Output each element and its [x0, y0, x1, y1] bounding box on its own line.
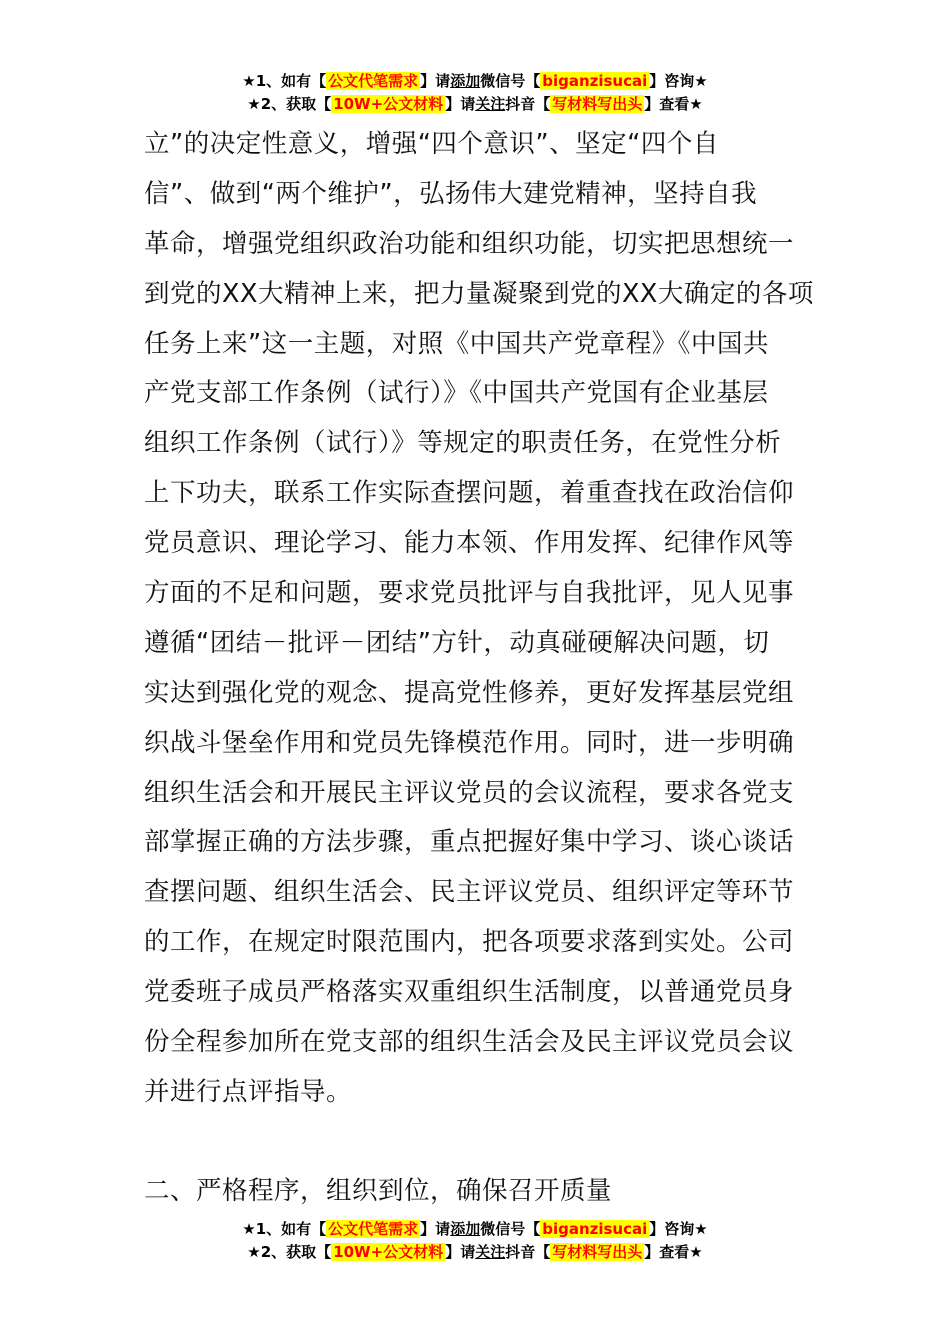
promo-text: 】查看★	[644, 95, 703, 113]
star-icon: ★	[247, 1243, 261, 1261]
promo-text: 】请	[445, 1243, 476, 1261]
promo-text: 】请	[445, 95, 476, 113]
promo-text: 2、获取【	[260, 1243, 332, 1261]
promo-highlight-wechat: biganzisucai	[542, 1220, 648, 1238]
promo-highlight-douyin: 写材料写出头	[552, 1243, 643, 1261]
promo-text: 】请	[420, 1220, 451, 1238]
paragraph-line: 革命，增强党组织政治功能和组织功能，切实把思想统一	[144, 228, 795, 259]
paragraph-line: 上下功夫，联系工作实际查摆问题，着重查找在政治信仰	[144, 478, 795, 509]
promo-underline: 关注	[475, 95, 506, 113]
promo-underline: 添加	[450, 1220, 481, 1238]
paragraph-line: 织战斗堡垒作用和党员先锋模范作用。同时，进一步明确	[144, 727, 795, 758]
promo-line-1	[0, 70, 950, 93]
paragraph-line: 立”的决定性意义，增强“四个意识”、坚定“四个自	[144, 129, 719, 159]
promo-line-2	[0, 1241, 950, 1264]
promo-text: 1、如有【	[255, 1220, 327, 1238]
promo-line-1	[0, 1218, 950, 1241]
paragraph-line: 党员意识、理论学习、能力本领、作用发挥、纪律作风等	[144, 528, 795, 559]
star-icon: ★	[242, 1220, 256, 1238]
promo-text: 抖音【	[505, 1243, 551, 1261]
section-heading: 二、严格程序，组织到位，确保召开质量	[144, 1176, 613, 1206]
promo-highlight: 10W+公文材料	[333, 1243, 444, 1261]
paragraph-line: 组织生活会和开展民主评议党员的会议流程，要求各党支	[144, 777, 795, 808]
promo-text: 2、获取【	[260, 95, 332, 113]
promo-banner-bottom	[0, 1218, 950, 1264]
paragraph-line: 的工作，在规定时限范围内，把各项要求落到实处。公司	[144, 927, 795, 958]
paragraph-line: 查摆问题、组织生活会、民主评议党员、组织评定等环节	[144, 877, 795, 908]
promo-highlight: 公文代笔需求	[328, 1220, 419, 1238]
paragraph-line: 方面的不足和问题，要求党员批评与自我批评，见人见事	[144, 578, 795, 609]
star-icon: ★	[242, 72, 256, 90]
promo-highlight-wechat: biganzisucai	[542, 72, 648, 90]
paragraph-line: 组织工作条例（试行）》等规定的职责任务，在党性分析	[144, 428, 782, 459]
paragraph-line: 份全程参加所在党支部的组织生活会及民主评议党员会议	[144, 1027, 795, 1058]
paragraph-line: 信”、做到“两个维护”，弘扬伟大建党精神，坚持自我	[144, 178, 758, 209]
paragraph-line: 产党支部工作条例（试行）》《中国共产党国有企业基层	[144, 378, 769, 409]
promo-highlight: 公文代笔需求	[328, 72, 419, 90]
promo-banner-top	[0, 70, 950, 116]
promo-text: 】请	[420, 72, 451, 90]
paragraph-line: 任务上来”这一主题，对照《中国共产党章程》《中国共	[144, 328, 769, 359]
paragraph-line: 实达到强化党的观念、提高党性修养，更好发挥基层党组	[144, 677, 795, 708]
promo-text: 抖音【	[505, 95, 551, 113]
promo-text: 】查看★	[644, 1243, 703, 1261]
promo-text: 1、如有【	[255, 72, 327, 90]
star-icon: ★	[247, 95, 261, 113]
promo-highlight-douyin: 写材料写出头	[552, 95, 643, 113]
paragraph-line: 部掌握正确的方法步骤，重点把握好集中学习、谈心谈话	[144, 827, 795, 858]
promo-text: 】咨询★	[649, 72, 708, 90]
promo-text: 微信号【	[480, 1220, 541, 1238]
document-paragraph	[144, 120, 819, 1118]
paragraph-line: 党委班子成员严格落实双重组织生活制度，以普通党员身	[144, 977, 795, 1008]
promo-line-2	[0, 93, 950, 116]
promo-underline: 添加	[450, 72, 481, 90]
promo-highlight: 10W+公文材料	[333, 95, 444, 113]
promo-text: 微信号【	[480, 72, 541, 90]
promo-underline: 关注	[475, 1243, 506, 1261]
promo-text: 】咨询★	[649, 1220, 708, 1238]
paragraph-line: 到党的XX大精神上来，把力量凝聚到党的XX大确定的各项	[144, 278, 814, 309]
paragraph-line: 并进行点评指导。	[144, 1076, 353, 1107]
paragraph-line: 遵循“团结－批评－团结”方针，动真碰硬解决问题，切	[144, 627, 770, 658]
